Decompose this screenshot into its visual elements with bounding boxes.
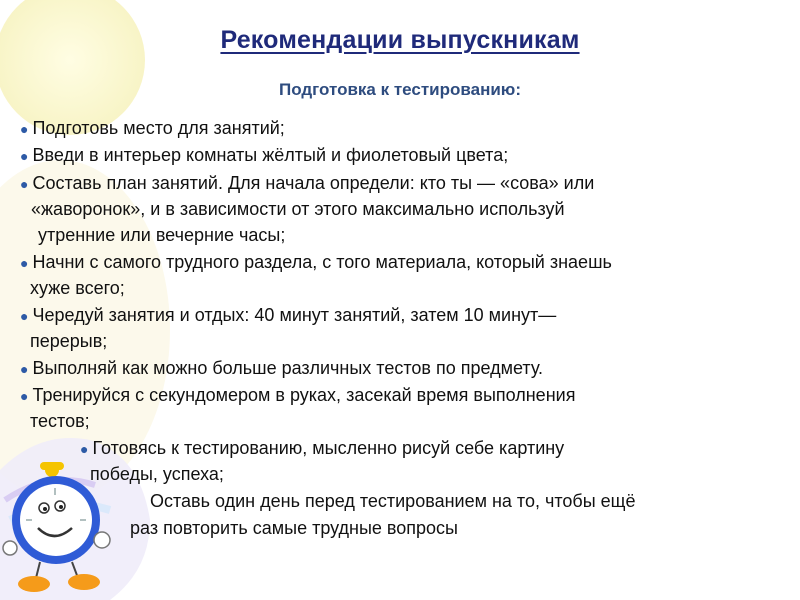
bullet-icon: ● (80, 441, 89, 457)
page-title: Рекомендации выпускникам (220, 26, 580, 54)
list-item (20, 144, 508, 167)
list-item-text: Тренируйся с секундомером в руках, засекай время выполнения (32, 385, 576, 405)
list-item-continuation: победы, успеха; (90, 464, 224, 484)
bullet-icon: ● (20, 388, 29, 404)
list-item-text: Начни с самого трудного раздела, с того материала, который знаешь (32, 252, 612, 272)
yellow-balloon-shape (0, 0, 145, 135)
list-item (20, 117, 285, 140)
list-item-text: Введи в интерьер комнаты жёлтый и фиолетовый цвета; (32, 145, 509, 165)
list-item-continuation: хуже всего; (30, 278, 125, 298)
list-item-text: Чередуй занятия и отдых: 40 минут занятий, затем 10 минут— (32, 305, 557, 325)
bullet-icon: ● (20, 255, 29, 271)
list-item (20, 304, 556, 327)
page-subtitle: Подготовка к тестированию: (279, 80, 521, 99)
list-item-text: Выполняй как можно больше различных тестов по предмету. (32, 358, 544, 378)
bullet-icon: ● (20, 176, 29, 192)
list-item-text: Готовясь к тестированию, мысленно рисуй себе картину (92, 438, 565, 458)
bullet-icon: ● (20, 148, 29, 164)
list-item-continuation: «жаворонок», и в зависимости от этого максимально используй (31, 199, 565, 219)
bullet-icon: ● (20, 361, 29, 377)
list-item-continuation: раз повторить самые трудные вопросы (130, 518, 458, 538)
list-item-continuation: тестов; (30, 411, 90, 431)
list-item-continuation: утренние или вечерние часы; (38, 225, 286, 245)
list-item: Оставь один день перед тестированием на то, чтобы ещё (150, 491, 636, 511)
list-item (20, 384, 575, 407)
list-item (20, 251, 612, 274)
list-item (20, 172, 594, 195)
bullet-icon: ● (20, 121, 29, 137)
list-item-text: Подготовь место для занятий; (32, 118, 285, 138)
list-item (20, 357, 543, 380)
list-item-text: Составь план занятий. Для начала определи: кто ты — «сова» или (32, 173, 595, 193)
list-item-continuation: перерыв; (30, 331, 108, 351)
bullet-icon: ● (20, 308, 29, 324)
list-item (80, 437, 564, 460)
